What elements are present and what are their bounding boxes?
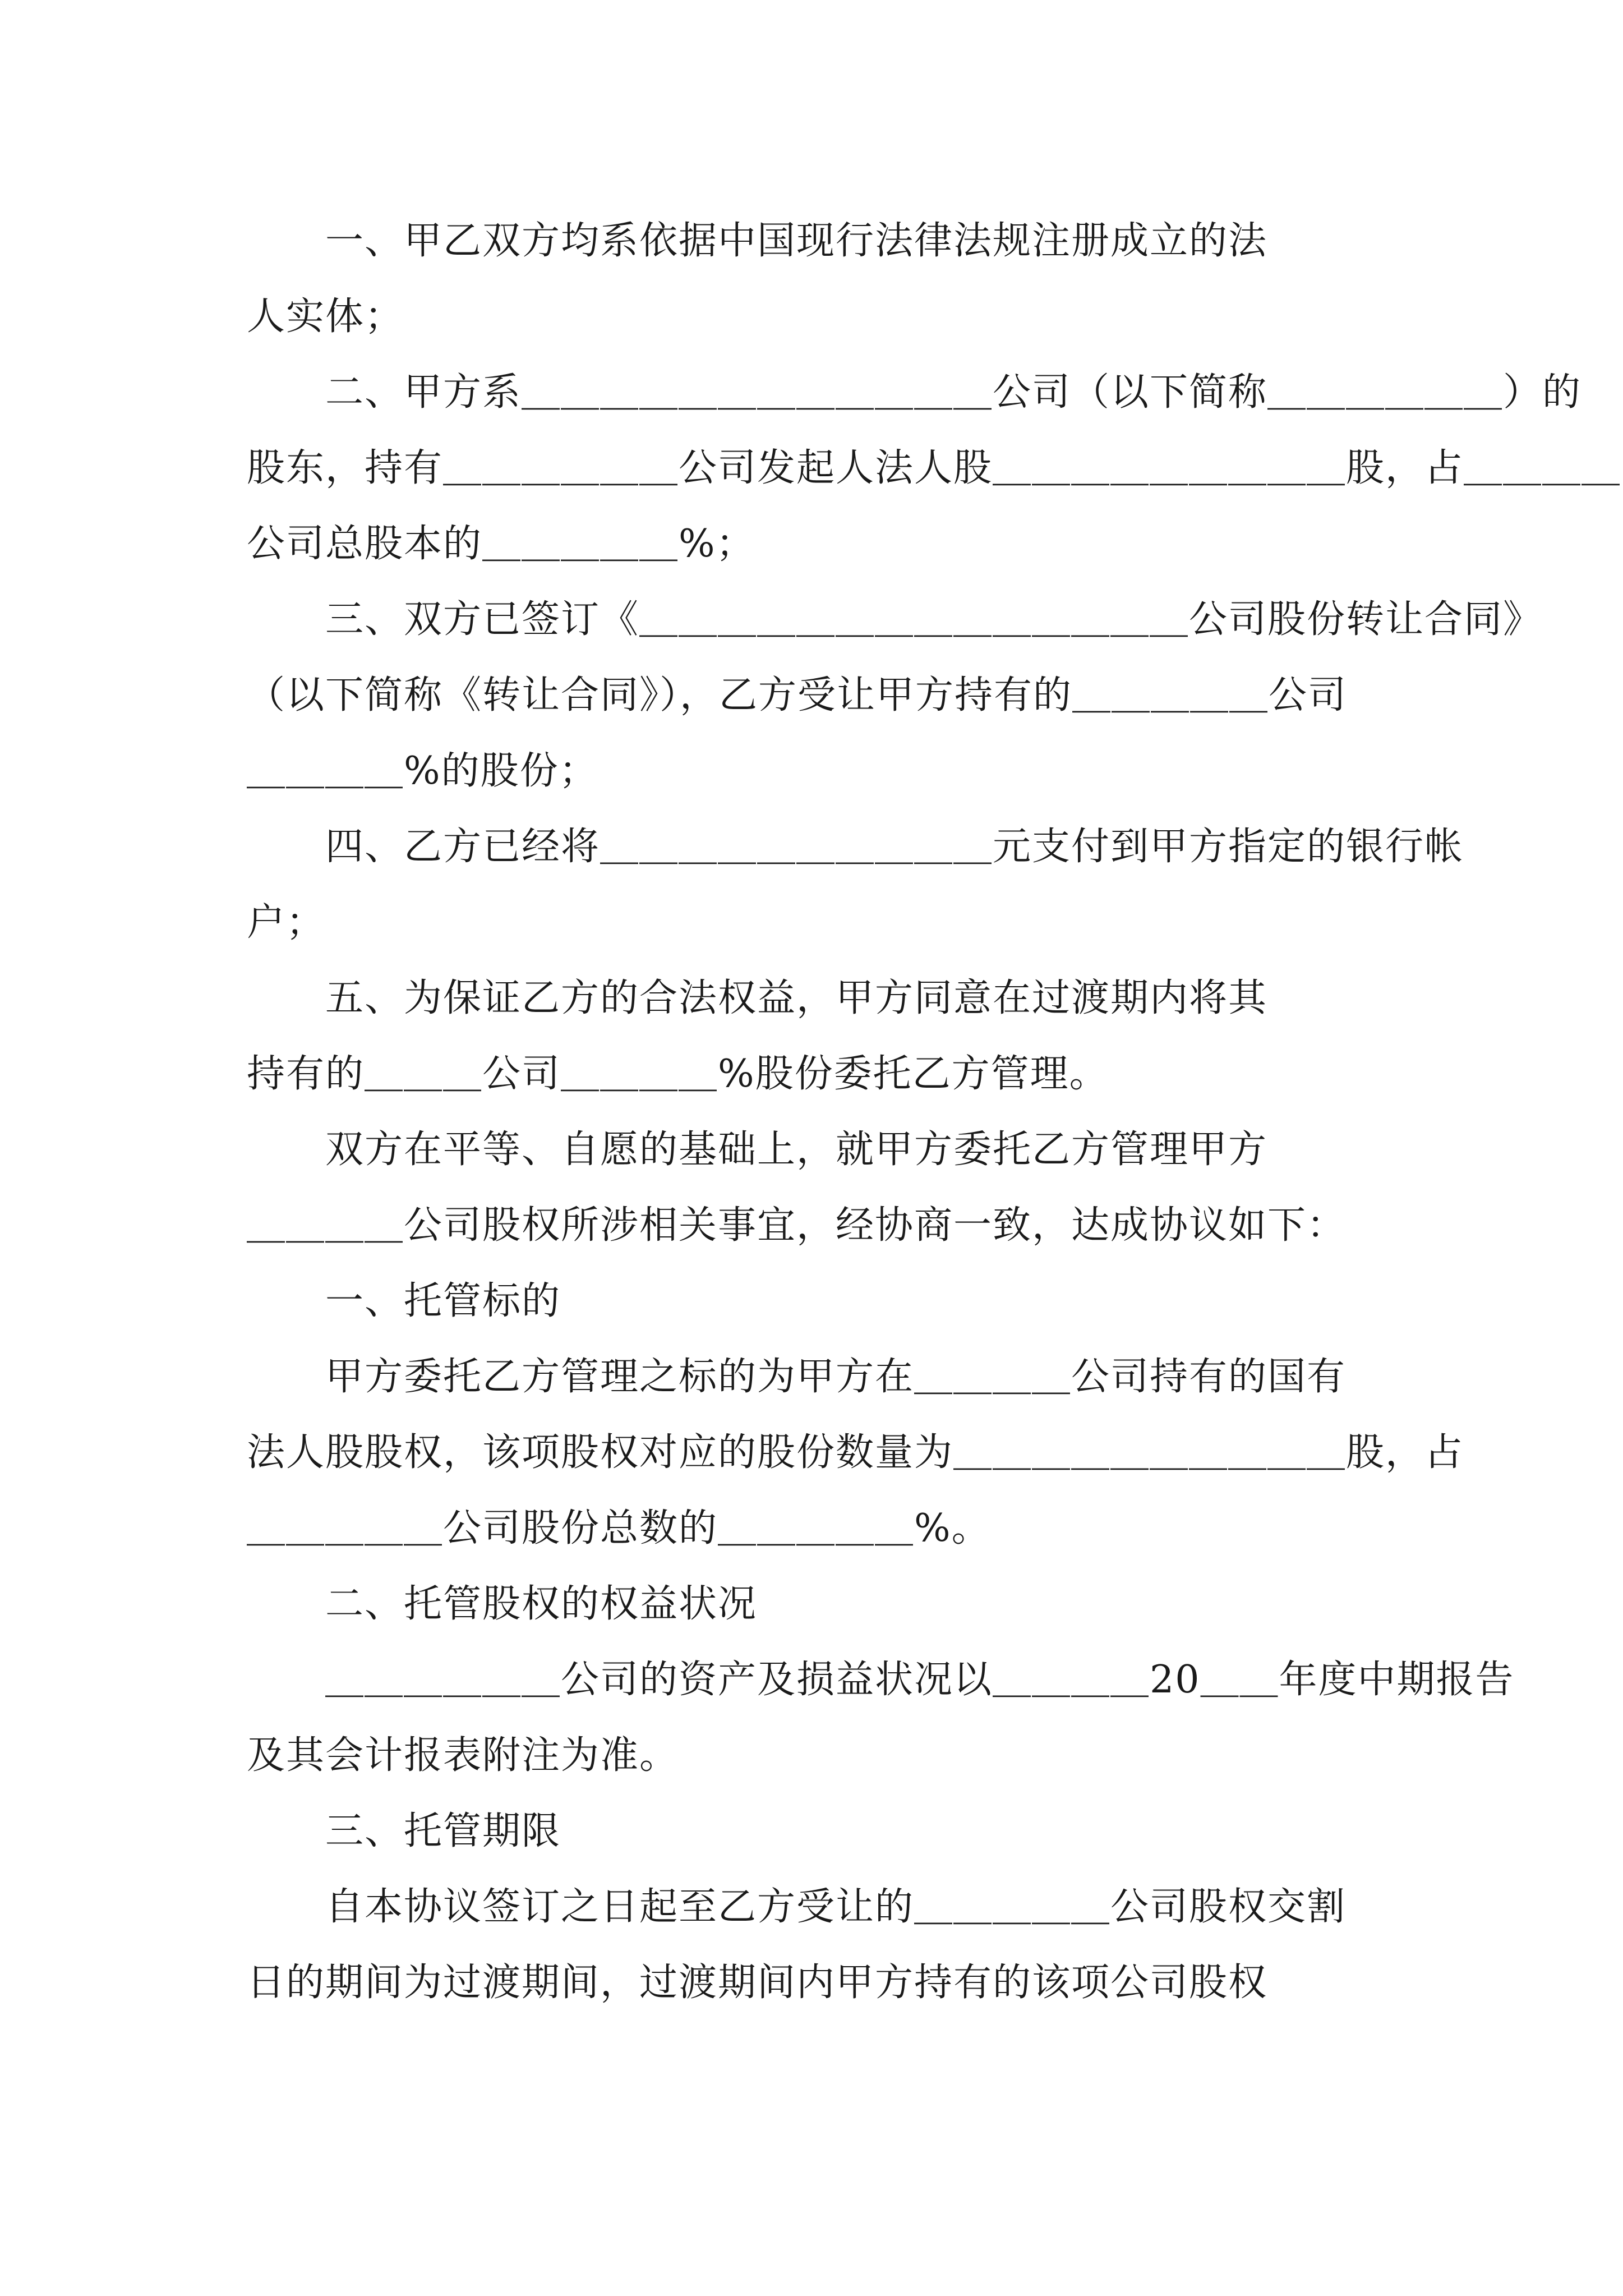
text-line-3: 二、甲方系＿＿＿＿＿＿＿＿＿＿＿＿公司（以下简称＿＿＿＿＿＿）的 (247, 370, 1582, 415)
text-line-23: 自本协议签订之日起至乙方受让的＿＿＿＿＿公司股权交割 (247, 1885, 1347, 1929)
text-line-1: 一、甲乙双方均系依据中国现行法律法规注册成立的法 (247, 219, 1268, 263)
text-line-12: 持有的＿＿＿公司＿＿＿＿%股份委托乙方管理。 (247, 1052, 1109, 1096)
text-line-11: 五、为保证乙方的合法权益，甲方同意在过渡期内将其 (247, 976, 1268, 1020)
text-line-17: 法人股股权，该项股权对应的股份数量为＿＿＿＿＿＿＿＿＿＿股，占 (247, 1430, 1464, 1475)
text-line-24: 日的期间为过渡期间，过渡期间内甲方持有的该项公司股权 (247, 1961, 1268, 2005)
text-line-5: 公司总股本的＿＿＿＿＿%； (247, 522, 755, 566)
text-line-18: ＿＿＿＿＿公司股份总数的＿＿＿＿＿%。 (247, 1506, 991, 1550)
text-line-22: 三、托管期限 (247, 1809, 561, 1853)
text-line-13: 双方在平等、自愿的基础上，就甲方委托乙方管理甲方 (247, 1128, 1268, 1172)
text-line-6: 三、双方已签订《＿＿＿＿＿＿＿＿＿＿＿＿＿＿公司股份转让合同》 (247, 597, 1543, 642)
text-line-20: ＿＿＿＿＿＿公司的资产及损益状况以＿＿＿＿20＿＿年度中期报告 (247, 1658, 1515, 1702)
text-line-15: 一、托管标的 (247, 1279, 561, 1323)
text-line-4: 股东，持有＿＿＿＿＿＿公司发起人法人股＿＿＿＿＿＿＿＿＿股，占＿＿＿＿ (247, 446, 1621, 490)
text-line-8: ＿＿＿＿%的股份； (247, 749, 598, 793)
text-line-14: ＿＿＿＿公司股权所涉相关事宜，经协商一致，达成协议如下： (247, 1203, 1347, 1248)
text-line-21: 及其会计报表附注为准。 (247, 1733, 679, 1778)
text-line-16: 甲方委托乙方管理之标的为甲方在＿＿＿＿公司持有的国有 (247, 1355, 1347, 1399)
text-line-2: 人实体； (247, 295, 404, 339)
text-line-10: 户； (247, 900, 326, 945)
text-line-19: 二、托管股权的权益状况 (247, 1582, 758, 1626)
text-line-9: 四、乙方已经将＿＿＿＿＿＿＿＿＿＿元支付到甲方指定的银行帐 (247, 825, 1464, 869)
text-line-7: （以下简称《转让合同》），乙方受让甲方持有的＿＿＿＿＿公司 (247, 673, 1348, 717)
